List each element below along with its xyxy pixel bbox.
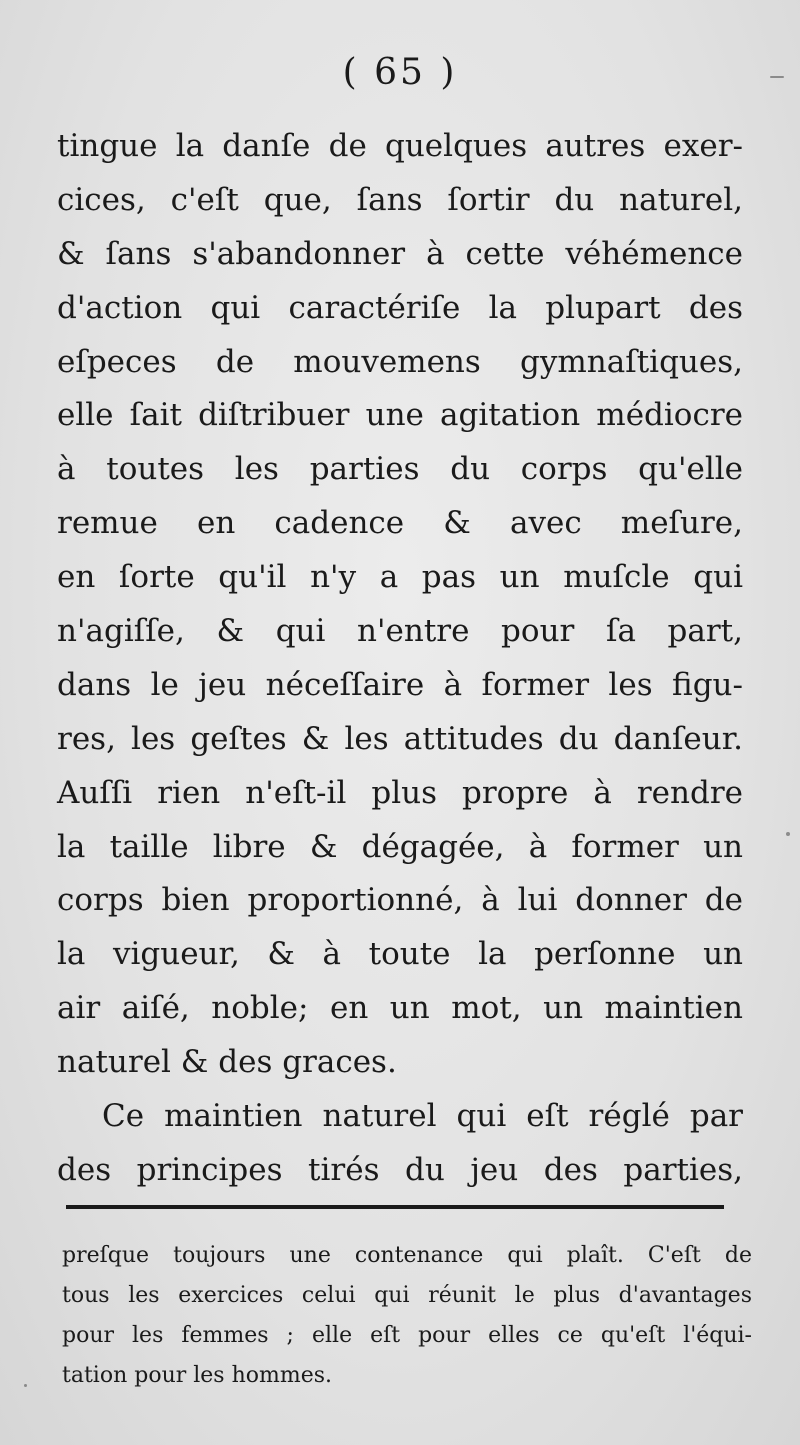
body-text: [57, 120, 743, 1198]
body-line-4: d'action qui caractériſe la plupart des: [57, 289, 743, 326]
body-line-13: Auſſi rien n'eſt-il plus propre à rendre: [57, 774, 743, 811]
body-line-17: air aiſé, noble; en un mot, un maintien: [57, 990, 743, 1027]
body-line-7: à toutes les parties du corps qu'elle: [57, 451, 743, 488]
body-line-14: la taille libre & dégagée, à former un: [57, 828, 743, 865]
footnote-rule: [66, 1205, 724, 1209]
body-line-10: n'agiſſe, & qui n'entre pour ſa part,: [57, 613, 743, 650]
footnote-line-4: tation pour les hommes.: [62, 1363, 333, 1388]
body-line-9: en ſorte qu'il n'y a pas un muſcle qui: [57, 559, 743, 596]
body-line-8: remue en cadence & avec meſure,: [57, 505, 743, 542]
footnote-line-1: preſque toujours une contenance qui plaît. C'eſt de: [62, 1243, 752, 1268]
page-number: ( 65 ): [342, 52, 458, 93]
footnote-line-2: tous les exercices celui qui réunit le plus d'avantages: [62, 1283, 752, 1308]
paper-speck: [786, 832, 790, 836]
body-line-11: dans le jeu néceſſaire à former les figu-: [57, 666, 743, 703]
body-line-6: elle ſait diſtribuer une agitation médiocre: [57, 397, 743, 434]
body-line-16: la vigueur, & à toute la perſonne un: [57, 936, 743, 973]
body-line-1: tingue la danſe de quelques autres exer-: [57, 128, 743, 164]
body-line-19: Ce maintien naturel qui eſt réglé par: [102, 1098, 743, 1135]
paper-speck: [770, 76, 784, 78]
body-line-15: corps bien proportionné, à lui donner de: [57, 882, 743, 919]
body-line-3: & ſans s'abandonner à cette véhémence: [57, 235, 743, 272]
body-line-18: naturel & des graces.: [57, 1044, 397, 1081]
footnote-line-3: pour les femmes ; elle eſt pour elles ce qu'eſt l'équi-: [62, 1323, 752, 1348]
footnote: [62, 1236, 752, 1396]
body-line-5: eſpeces de mouvemens gymnaſtiques,: [57, 343, 743, 380]
body-line-20: des principes tirés du jeu des parties,: [57, 1151, 743, 1188]
paper-speck: [24, 1384, 27, 1387]
body-line-2: cices, c'eſt que, ſans ſortir du naturel,: [57, 181, 743, 218]
body-line-12: res, les geſtes & les attitudes du danſeur.: [57, 720, 743, 757]
